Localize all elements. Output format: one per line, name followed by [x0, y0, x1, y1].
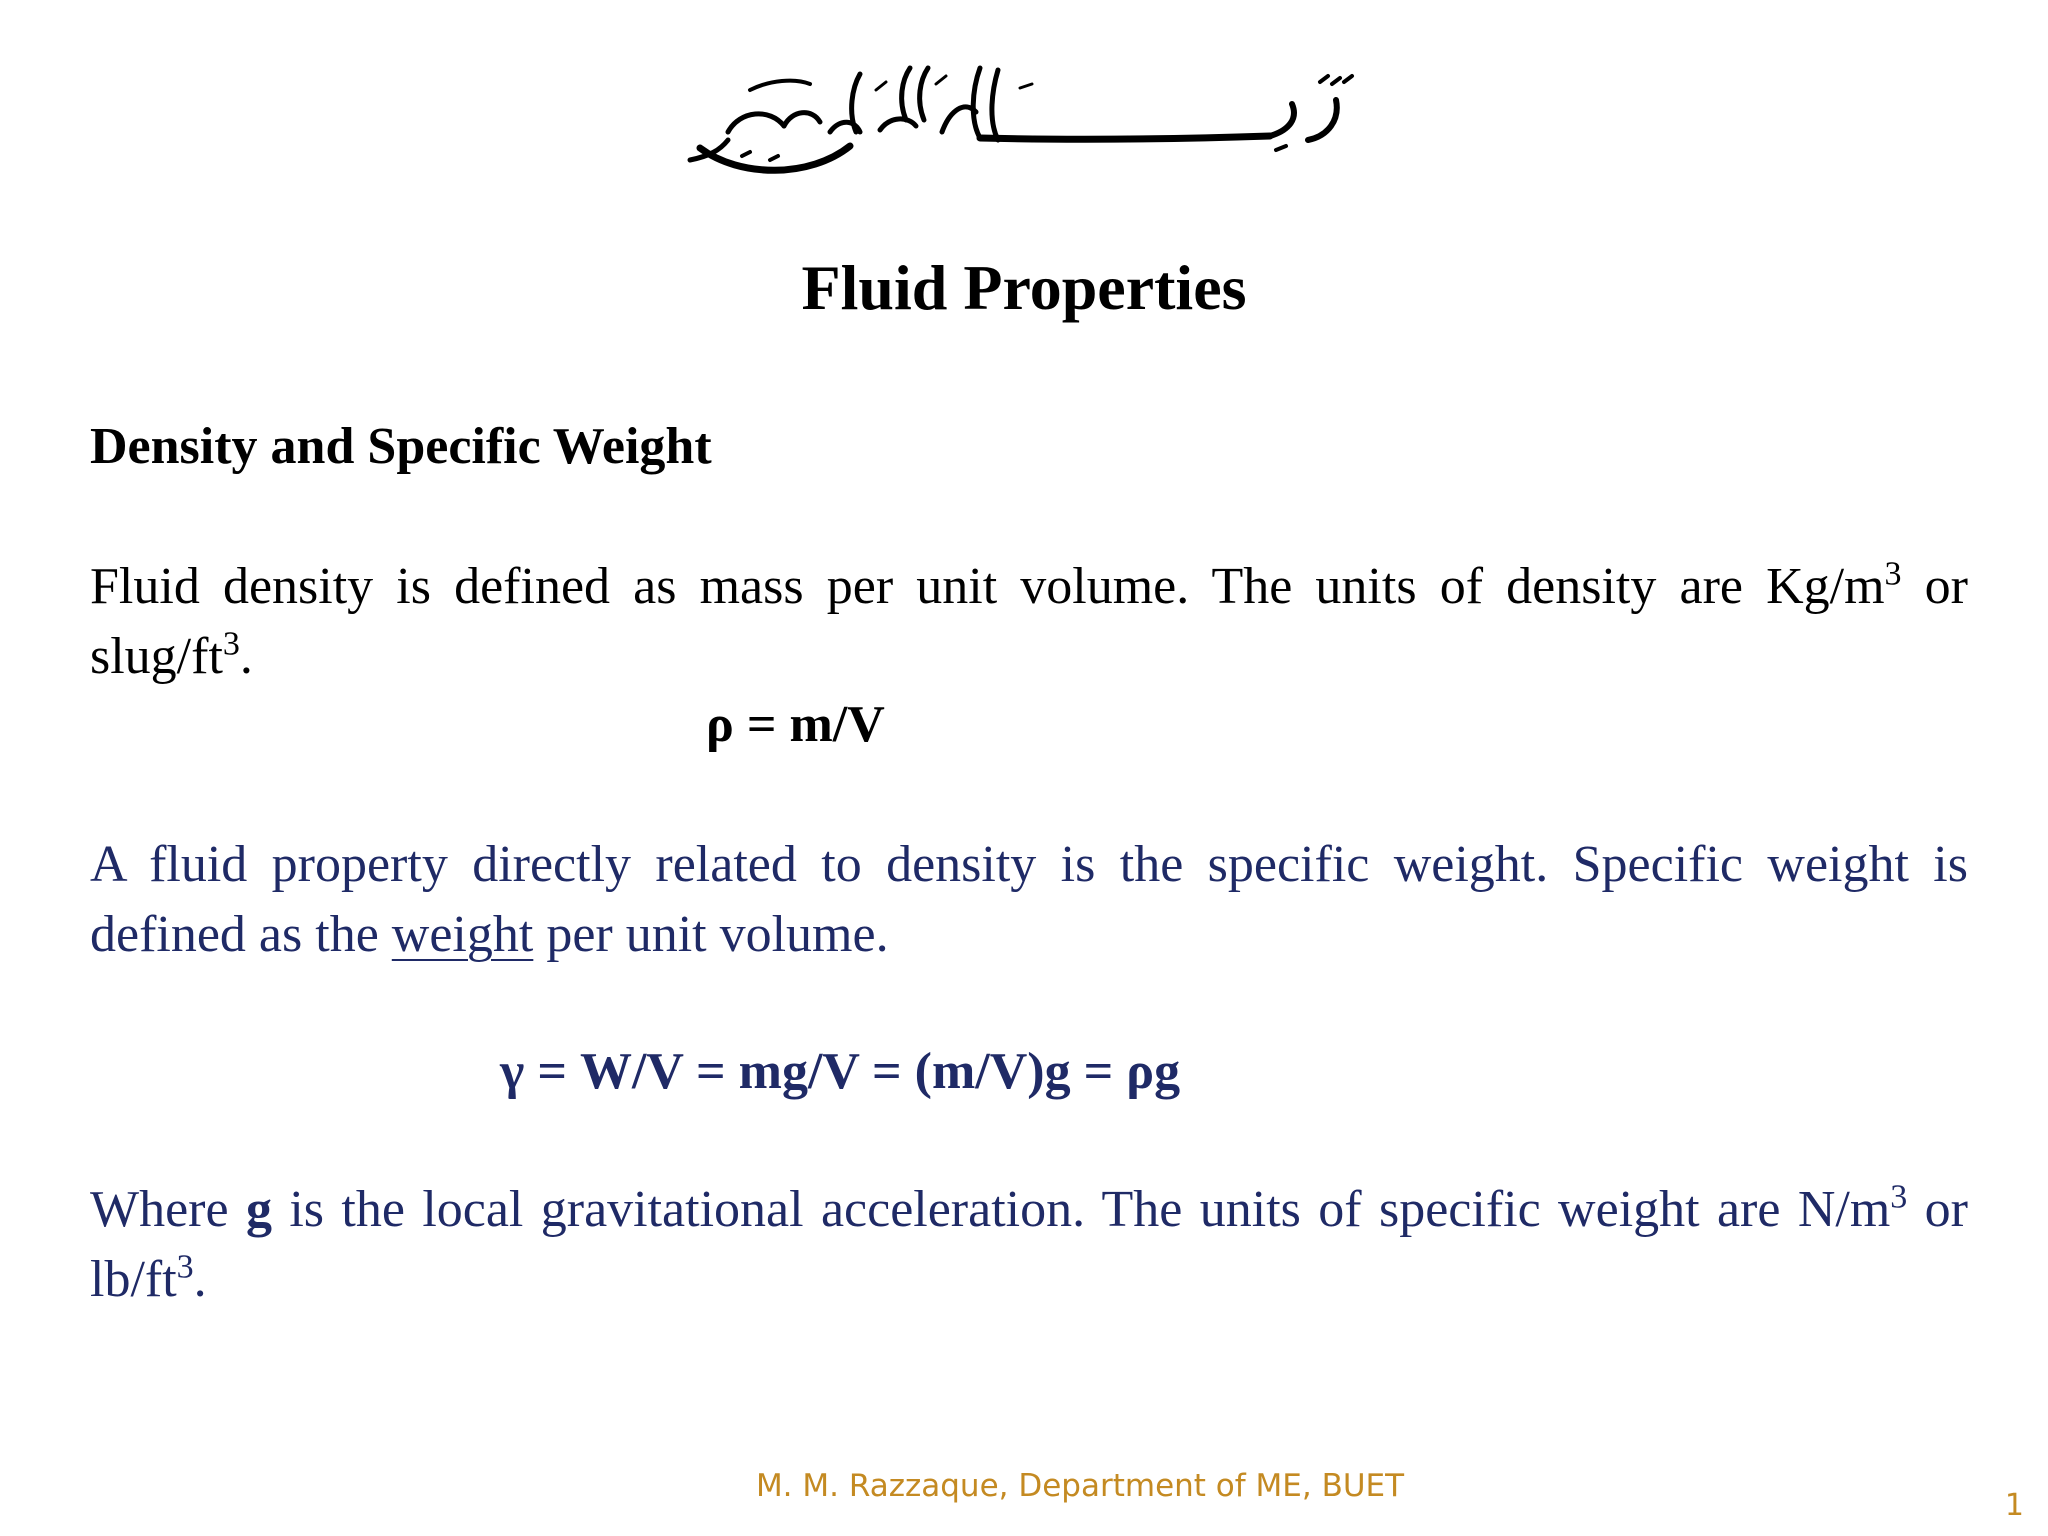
where-text-1: Where [90, 1181, 246, 1238]
specific-text-2: per unit volume. [533, 906, 889, 963]
where-sup-1: 3 [1890, 1178, 1908, 1216]
where-sup-2: 3 [176, 1248, 194, 1286]
specific-text-1: A fluid property directly related to density is the specific weight. Specific weight is defined as the [90, 836, 1968, 963]
gravity-paragraph [90, 1175, 1968, 1315]
where-text-3: or lb/ft [90, 1181, 1969, 1308]
density-text-3: . [239, 628, 253, 685]
specific-weight-paragraph [90, 830, 1968, 970]
density-equation: ρ = m/V [706, 696, 885, 753]
density-paragraph [90, 552, 1968, 692]
slide-title: Fluid Properties [801, 252, 1247, 323]
density-text-1: Fluid density is defined as mass per unit volume. The units of density are Kg/m [90, 558, 1885, 615]
footer-credit: M. M. Razzaque, Department of ME, BUET [755, 1468, 1405, 1504]
where-text-2: is the local gravitational acceleration. The units of specific weight are N/m [271, 1181, 1891, 1238]
specific-weight-equation: γ = W/V = mg/V = (m/V)g = ρg [500, 1043, 1181, 1100]
density-sup-1: 3 [1884, 555, 1902, 593]
page-number: 1 [2004, 1488, 2024, 1523]
where-text-4: . [193, 1251, 207, 1308]
bismillah-calligraphy [680, 60, 1370, 180]
specific-underlined-word: weight [391, 906, 534, 963]
section-heading: Density and Specific Weight [90, 418, 712, 475]
density-text-2: or slug/ft [90, 558, 1968, 685]
density-sup-2: 3 [222, 625, 240, 663]
where-bold-g: g [245, 1181, 272, 1238]
